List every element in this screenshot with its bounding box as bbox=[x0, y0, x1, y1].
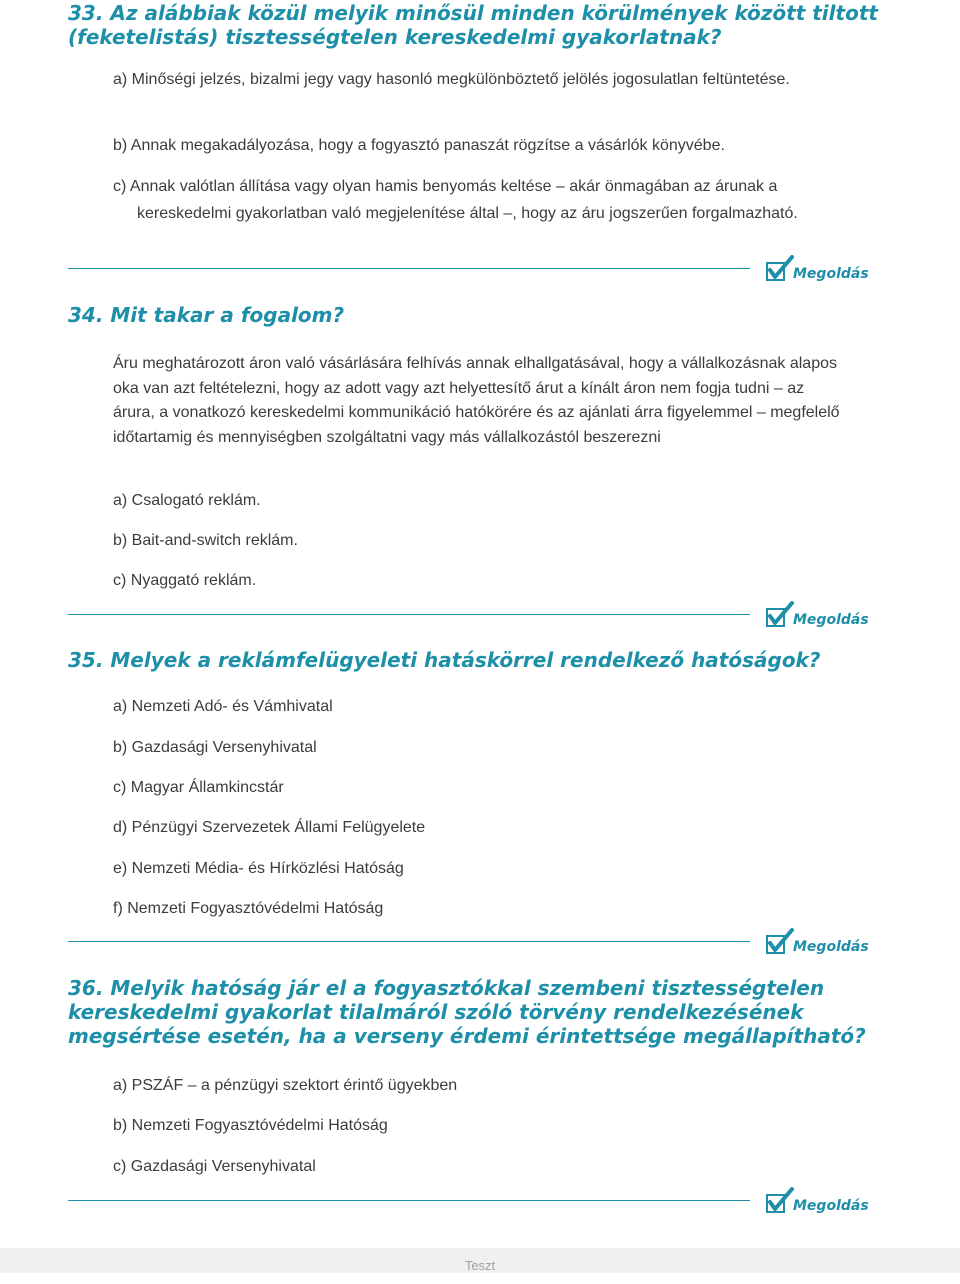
solution-label: Megoldás bbox=[793, 939, 869, 955]
question-33-title: 33. Az alábbiak közül melyik minősül minden körülmények között tiltott (feketelistás) tisztességtelen kereskedelmi gyakorlatnak? bbox=[68, 1, 878, 49]
q36-option-a: a) PSZÁF – a pénzügyi szektort érintő ügyekben bbox=[113, 1077, 458, 1094]
solution-label: Megoldás bbox=[793, 1198, 869, 1214]
q33-option-b: b) Annak megakadályozása, hogy a fogyasztó panaszát rögzítse a vásárlók könyvébe. bbox=[113, 137, 725, 154]
q36-option-b: b) Nemzeti Fogyasztóvédelmi Hatóság bbox=[113, 1117, 388, 1134]
question-36-title: 36. Melyik hatóság jár el a fogyasztókkal szembeni tisztességtelen kereskedelmi gyakorlat tilalmáról szóló törvény rendelkezésének megsértése esetén, ha a verseny érdemi érintettsége megállapítható? bbox=[68, 976, 866, 1048]
solution-link-36[interactable] bbox=[765, 1187, 869, 1215]
q35-option-f: f) Nemzeti Fogyasztóvédelmi Hatóság bbox=[113, 900, 384, 917]
q34-option-c: c) Nyaggató reklám. bbox=[113, 572, 257, 589]
checkbox-check-icon bbox=[765, 1187, 795, 1215]
checkbox-check-icon bbox=[765, 928, 795, 956]
checkbox-check-icon bbox=[765, 255, 795, 283]
divider-35 bbox=[68, 941, 750, 942]
q33-option-c: c) Annak valótlan állítása vagy olyan hamis benyomás keltése – akár önmagában az árunak a kereskedelmi gyakorlatban való megjelenítése által –, hogy az áru jogszerűen forgalmazható. bbox=[113, 178, 798, 222]
solution-link-33[interactable] bbox=[765, 255, 869, 283]
q35-option-a: a) Nemzeti Adó- és Vámhivatal bbox=[113, 698, 333, 715]
q34-definition: Áru meghatározott áron való vásárlására felhívás annak elhallgatásával, hogy a vállalkozásnak alapos oka van azt feltételezni, hogy az adott vagy azt helyettesítő árut a kínált áron nem fogja tudni – az árura, a vonatkozó kereskedelmi kommunikáció hatókörére és az ajánlati árra figyelemmel – megfelelő időtartamig és mennyiségben szolgáltatni vagy más vállalkozástól beszerezni bbox=[113, 355, 840, 446]
divider-33 bbox=[68, 268, 750, 269]
footer-label: Teszt bbox=[464, 1258, 496, 1273]
divider-34 bbox=[68, 614, 750, 615]
solution-label: Megoldás bbox=[793, 612, 869, 628]
q34-option-b: b) Bait-and-switch reklám. bbox=[113, 532, 298, 549]
q33-option-a: a) Minőségi jelzés, bizalmi jegy vagy hasonló megkülönböztető jelölés jogosulatlan feltüntetése. bbox=[113, 71, 790, 88]
question-34-title: 34. Mit takar a fogalom? bbox=[68, 303, 345, 327]
solution-link-34[interactable] bbox=[765, 601, 869, 629]
question-35-title: 35. Melyek a reklámfelügyeleti hatáskörrel rendelkező hatóságok? bbox=[68, 648, 821, 672]
q35-option-c: c) Magyar Államkincstár bbox=[113, 779, 284, 796]
q35-option-d: d) Pénzügyi Szervezetek Állami Felügyelete bbox=[113, 819, 426, 836]
q35-option-e: e) Nemzeti Média- és Hírközlési Hatóság bbox=[113, 860, 404, 877]
divider-36 bbox=[68, 1200, 750, 1201]
solution-link-35[interactable] bbox=[765, 928, 869, 956]
q35-option-b: b) Gazdasági Versenyhivatal bbox=[113, 739, 317, 756]
solution-label: Megoldás bbox=[793, 266, 869, 282]
q36-option-c: c) Gazdasági Versenyhivatal bbox=[113, 1158, 316, 1175]
q34-option-a: a) Csalogató reklám. bbox=[113, 492, 261, 509]
page-footer bbox=[0, 1248, 960, 1273]
checkbox-check-icon bbox=[765, 601, 795, 629]
